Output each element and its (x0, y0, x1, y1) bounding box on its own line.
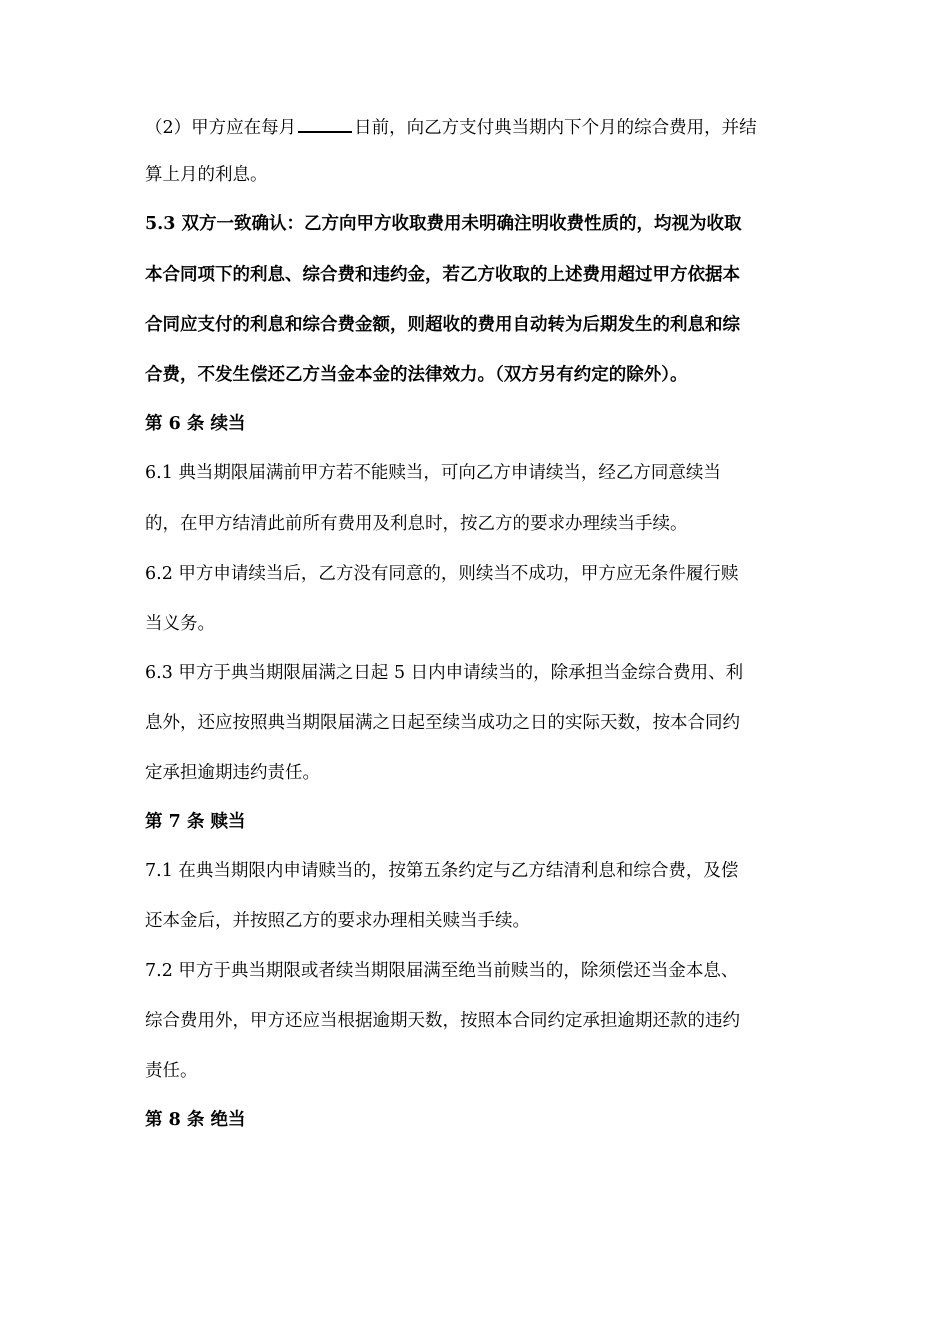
clause-5-2-2-prefix: （2）甲方应在每月 (145, 118, 297, 138)
clause-5-3-line-1: 5.3 双方一致确认：乙方向甲方收取费用未明确注明收费性质的，均视为收取 (145, 214, 742, 234)
clause-5-3-line-3: 合同应支付的利息和综合费金额，则超收的费用自动转为后期发生的利息和综 (145, 315, 740, 335)
clause-5-3-line-2: 本合同项下的利息、综合费和违约金，若乙方收取的上述费用超过甲方依据本 (145, 265, 740, 285)
clause-7-1-line-2: 还本金后，并按照乙方的要求办理相关赎当手续。 (145, 911, 530, 931)
clause-6-2-line-1: 6.2 甲方申请续当后，乙方没有同意的，则续当不成功，甲方应无条件履行赎 (145, 564, 739, 584)
clause-6-1-line-1: 6.1 典当期限届满前甲方若不能赎当，可向乙方申请续当，经乙方同意续当 (145, 463, 721, 483)
clause-5-2-2-line-2: 算上月的利息。 (145, 165, 268, 185)
article-7-heading: 第 7 条 赎当 (145, 812, 246, 832)
clause-6-2-line-2: 当义务。 (145, 614, 215, 634)
clause-7-2-line-2: 综合费用外，甲方还应当根据逾期天数，按照本合同约定承担逾期还款的违约 (145, 1011, 740, 1031)
article-6-heading: 第 6 条 续当 (145, 414, 246, 434)
clause-7-1-line-1: 7.1 在典当期限内申请赎当的，按第五条约定与乙方结清利息和综合费，及偿 (145, 861, 739, 881)
clause-6-3-line-2: 息外，还应按照典当期限届满之日起至续当成功之日的实际天数，按本合同约 (145, 713, 740, 733)
clause-6-3-line-3: 定承担逾期违约责任。 (145, 763, 320, 783)
clause-6-3-line-1: 6.3 甲方于典当期限届满之日起 5 日内申请续当的，除承担当金综合费用、利 (145, 663, 744, 683)
clause-5-2-2-line-1 (145, 113, 757, 140)
clause-5-2-2-suffix: 日前，向乙方支付典当期内下个月的综合费用，并结 (354, 118, 757, 138)
fill-in-blank (298, 113, 352, 133)
clause-7-2-line-3: 责任。 (145, 1061, 198, 1081)
clause-6-1-line-2: 的，在甲方结清此前所有费用及利息时，按乙方的要求办理续当手续。 (145, 514, 688, 534)
article-8-heading: 第 8 条 绝当 (145, 1110, 246, 1130)
clause-5-3-line-4: 合费，不发生偿还乙方当金本金的法律效力。（双方另有约定的除外）。 (145, 365, 688, 385)
clause-7-2-line-1: 7.2 甲方于典当期限或者续当期限届满至绝当前赎当的，除须偿还当金本息、 (145, 961, 739, 981)
